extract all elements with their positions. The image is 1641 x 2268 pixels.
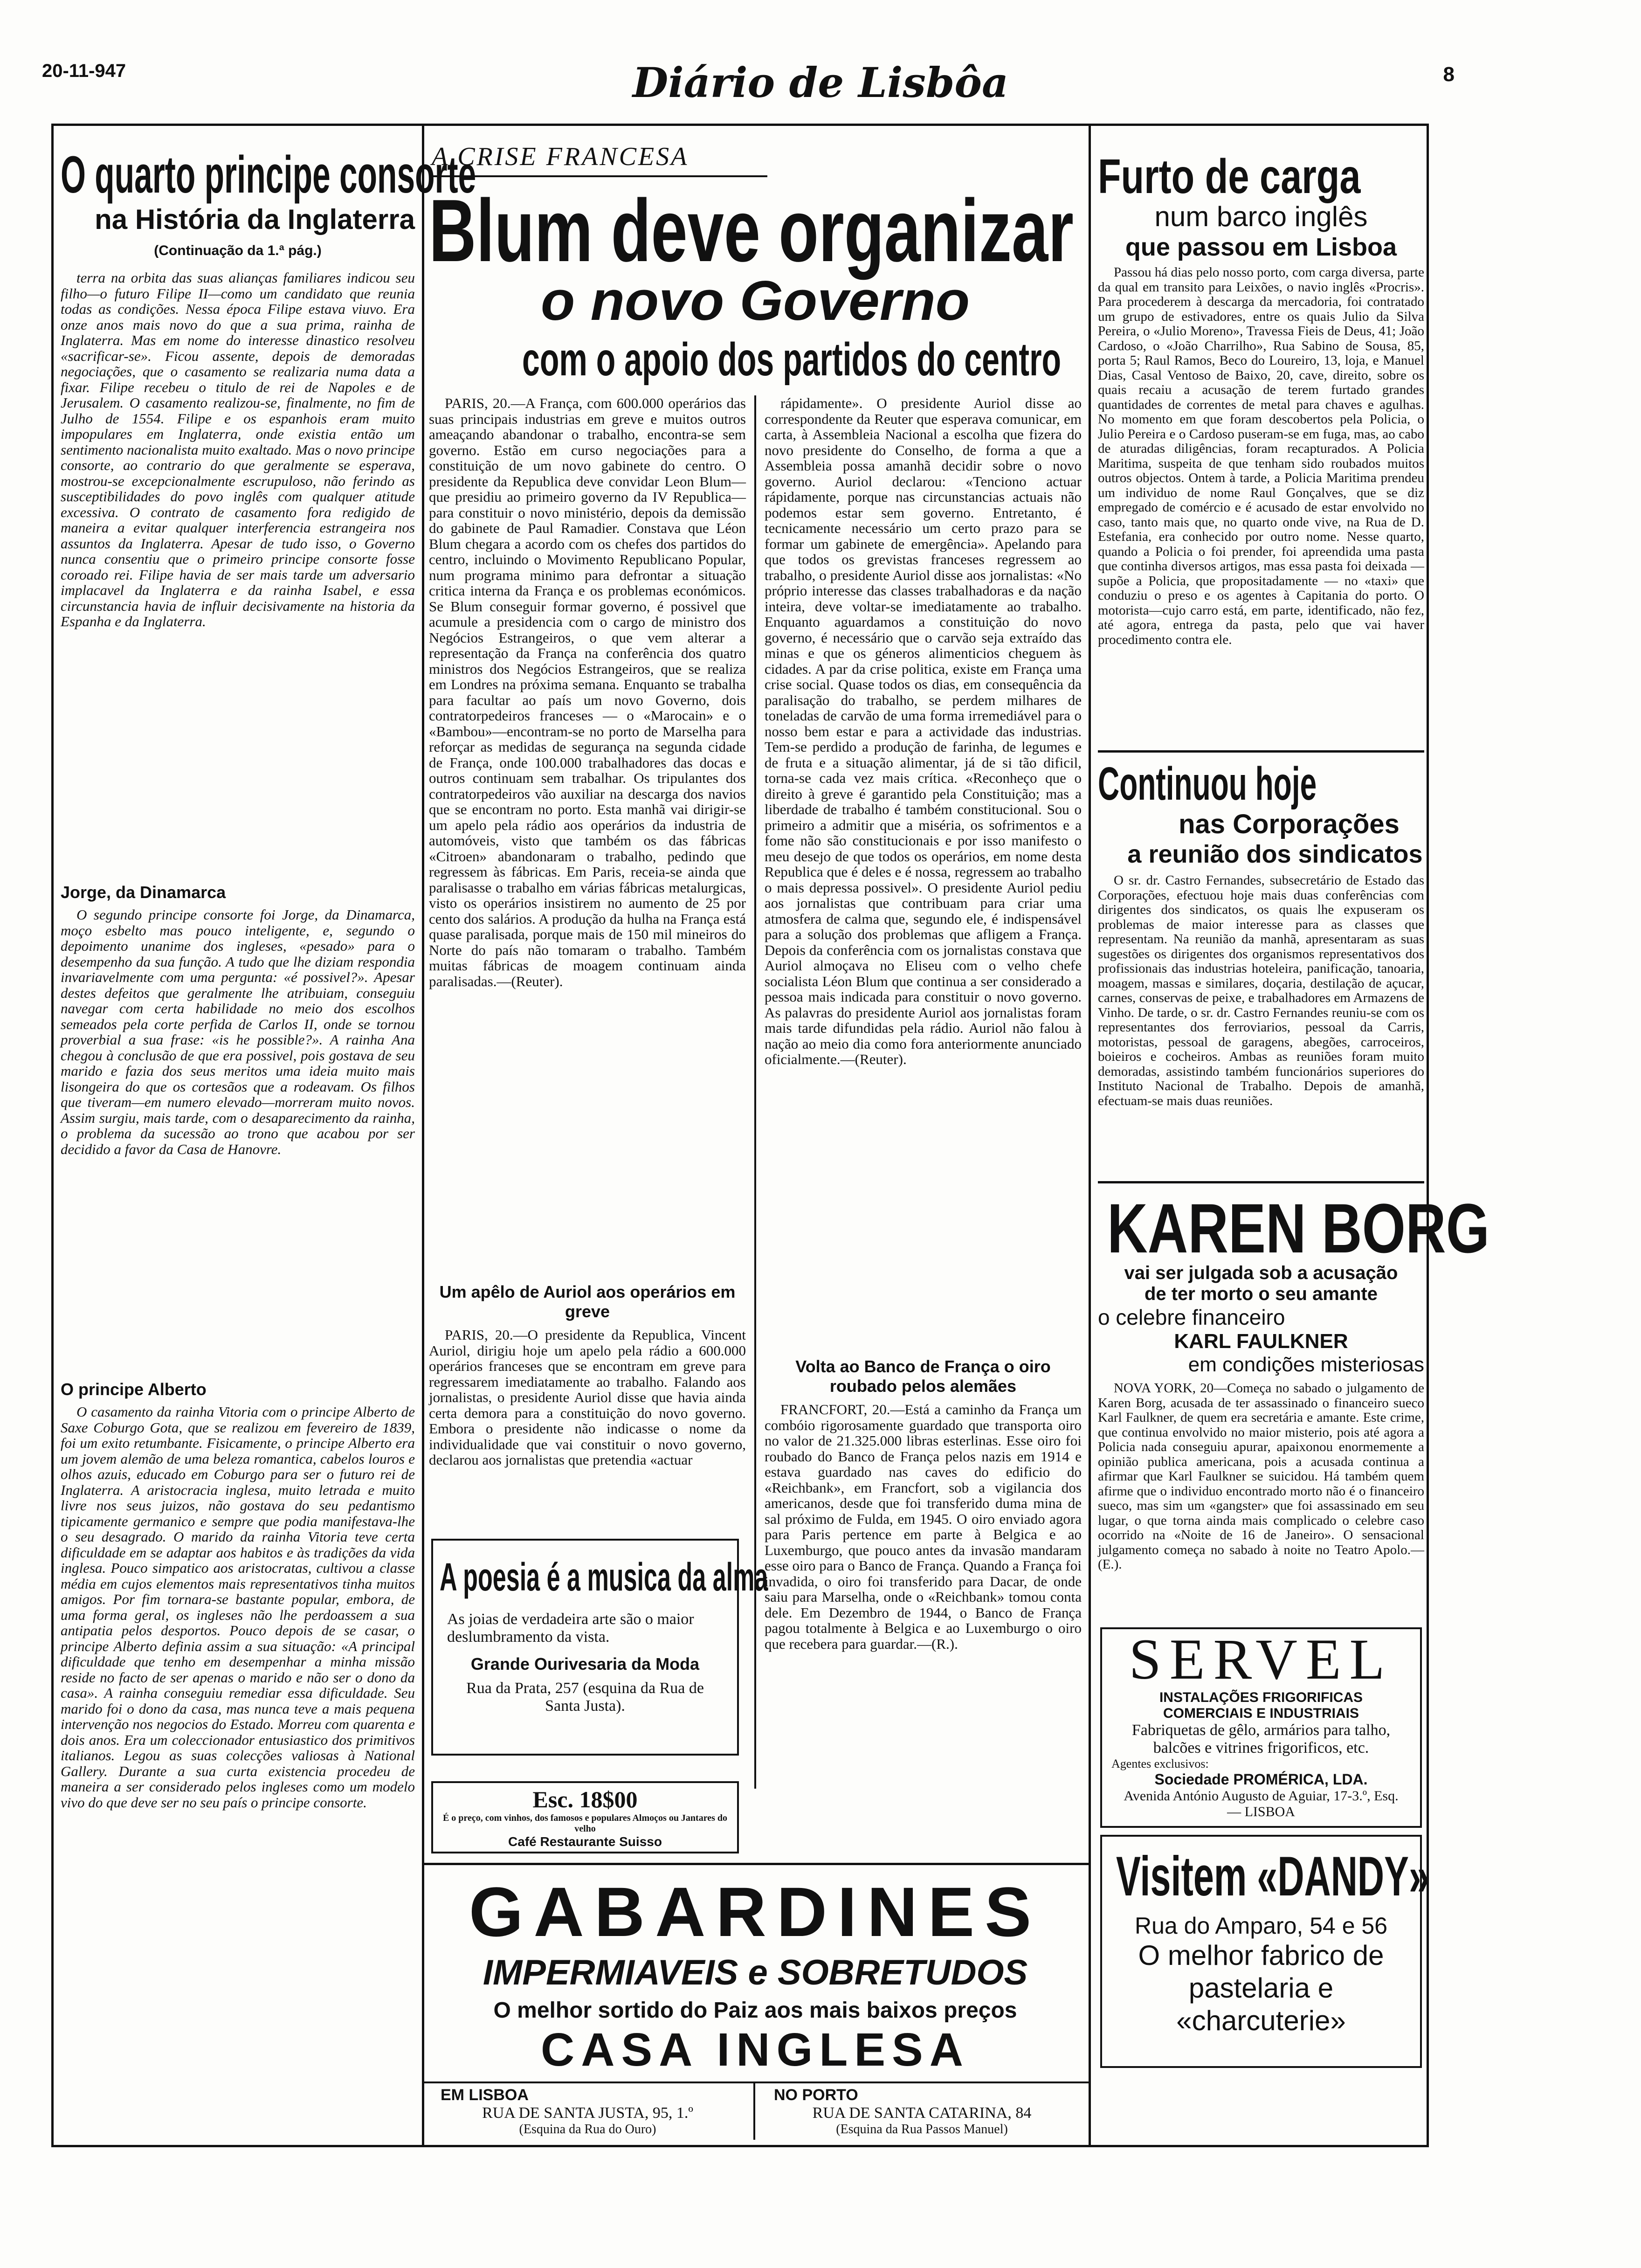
karen-headline: KAREN BORG [1107,1189,1490,1267]
newspaper-title: Diário de Lisbôa [632,58,1009,107]
porto-label: NO PORTO [774,2086,858,2104]
col1-subhead-alberto: O principe Alberto [61,1380,207,1399]
col1-subheadline: na História da Inglaterra [95,204,415,235]
porto-corner: (Esquina da Rua Passos Manuel) [836,2122,1008,2137]
esc-shop: Café Restaurante Suisso [508,1834,662,1849]
dandy-title: Visitem «DANDY» [1116,1845,1430,1908]
page-number: 8 [1443,63,1455,86]
servel-title: SERVEL [1129,1627,1393,1691]
ad-cafe-suisso [431,1781,739,1853]
gabardines-shop: CASA INGLESA [541,2024,970,2076]
servel-line-2: COMERCIAIS E INDUSTRIAIS [1163,1706,1359,1721]
col1-headline: O quarto principe consorte [61,145,476,204]
poesia-address: Rua da Prata, 257 (esquina da Rua de Santa Justa). [466,1680,704,1715]
poesia-shop: Grande Ourivesaria da Moda [470,1654,700,1673]
furto-headline: Furto de carga [1098,150,1361,204]
col1-body-3: O casamento da rainha Vitoria com o principe Alberto de Saxe Coburgo Gota, que se realizou em fevereiro de 1839, foi um exito retumbante. Fisicamente, o principe Alberto era um jovem alemão de uma beleza romantica, cabelos louros e olhos azuis, educado em Coburgo para ser o futuro rei de Inglaterra. A aristocracia inglesa, muito letrada e muito livre nos seus juizos, não gostava do seu pedantismo tipicamente germanico e sempre que podia manifestava-lhe o seu desagrado. O marido da rainha Vitoria teve certa dificuldade em se adaptar aos habitos e às tradições da vida inglesa. Pouco simpatico aos aristocratas, cultivou a classe média em cujos elementos mais representativos tinha muitos amigos. Por fim tornara-se bastante popular, embora, de uma forma geral, os ingleses não lhe perdoassem a sua antipatia pelos desportos. Pouco depois de se casar, o principe Alberto definia assim a sua situação: «A principal dificuldade que tenho em desempenhar a minha missão reside no facto de ser apenas o marido e não ser o dono da casa». A rainha conseguiu remediar essa dificuldade. Seu marido foi o dono da casa, mas nunca teve a mais pequena intervenção nos negocios do Estado. Morreu com quarenta e dois anos. Era um coleccionador entusiastico dos primitivos italianos. Legou as suas colecções valiosas à National Gallery. Durante a sua curta existencia procedeu de maneira a ser considerado pelos ingleses como um modelo vivo do que deve ser no seu país o principe consorte. [61,1404,415,1811]
lisboa-label: EM LISBOA [441,2086,529,2104]
dandy-address: Rua do Amparo, 54 e 56 [1134,1913,1388,1939]
column-rule-3 [1089,124,1091,2147]
col-b-text: rápidamente». O presidente Auriol disse ao correspondente da Reuter que esperava comunicar, em carta, à Assembleia Nacional a escolha que fizera do novo presidente do Conselho, de forma a que a Assembleia possa amanhã decidir sobre o novo governo. Auriol declarou: «Tenciono actuar rápidamente, porque nas circunstancias actuais não podemos estar sem governo. Entretanto, é tecnicamente necessário um certo prazo para se formar um gabinete de emergência». Apelando para que todos os grevistas franceses regressem ao trabalho, o presidente Auriol disse aos jornalistas: «No próprio interesse das classes trabalhadoras e da nação inteira, deve voltar-se imediatamente ao trabalho. Enquanto aguardamos a constituição do novo governo, é necessário que o carvão seja extraído das minas e que os géneros alimenticios cheguem às cidades. A par da crise politica, existe em França uma crise social. Quase todos os dias, em consequência da paralisação do trabalho, se perdem milhares de toneladas de carvão de uma forma irremediável para o nosso bem estar e para a actividade das industrias. Tem-se perdido a produção de farinha, de legumes e de fruta e a situação alimentar, já de si tão dificil, torna-se cada vez mais crítica. «Reconheço que o direito à greve é garantido pela Constituição; mas a liberdade de trabalho é também constitucional. Sou o primeiro a admitir que a miséria, os sofrimentos e a fome não são constitucionais e por isso manifesto o meu desejo de que todos os operários, em nome desta Republica que é deles e é nossa, regressem ao trabalho o mais depressa possivel». O presidente Auriol pediu aos jornalistas que contribuam para criar uma atmosfera de calma que, segundo ele, é indispensável para a solução dos problemas que afligem a França. Depois da conferência com os jornalistas constava que Auriol almoçava no Eliseu com o velho chefe socialista Léon Blum que continua a ser considerado a pessoa mais indicada para constituir o novo governo. As palavras do presidente Auriol aos jornalistas foram mais tarde difundidas pela rádio. Auriol não falou à nação ao meio dia como fora anteriormente anunciado oficialmente.—(Reuter). [765,395,1082,1067]
servel-company: Sociedade PROMÉRICA, LDA. [1154,1771,1368,1788]
furto-sub: num barco inglês [1154,201,1368,232]
subhead-auriol: Um apêlo de Auriol aos operários em greve [439,1282,736,1321]
gabardines-porto [755,2083,1089,2140]
corporacoes-headline: Continuou hoje [1098,758,1317,810]
karen-sub-5: em condições misteriosas [1188,1353,1424,1376]
dandy-text: O melhor fabrico de pastelaria e «charcuterie» [1138,1940,1384,2036]
furto-body: Passou há dias pelo nosso porto, com carga diversa, parte da qual em transito para Leixões, o navio inglês «Procris». Para procederem à descarga da mercadoria, foi contratado um grupo de estivadores, entre os quais Julio da Silva Pereira, o «Julio Moreno», Travessa Fieis de Deus, 41; João Cardoso, o «João Charrilho», Rua Sabino de Sousa, 85, porta 5; Raul Ramos, Beco do Loureiro, 13, loja, e Manuel Dias, Casal Ventoso de Baixo, 20, cave, direito, sobre os quais recaiu a acusação de terem furtado grandes quantidades de correntes de metal para chaves e agulhas. No momento em que foram descobertos pela Policia, o Julio Pereira e o Cardoso puseram-se em fuga, mas, ao cabo de aturadas diligências, foram recapturados. A Policia Maritima, suspeita de que tenham sido roubados muitos outros objectos. Ontem à tarde, a Policia Maritima prendeu um individuo de nome Raul Gonçalves, que se diz empregado de comércio e é acusado de estar envolvido no caso, tanto mais que, no quarto onde vive, na Rua de D. Estefania, era conhecido por outro nome. Nesse quarto, quando a Policia o foi prender, foi apreendida uma pasta que continha diversos artigos, mas essa pasta foi deixada — supõe a Policia, que propositadamente — no «taxi» que conduziu o preso e os agentes à Capitania do porto. O motorista—cujo carro está, em parte, identificado, não fez, até agora, entrega da pasta, pelo que vai haver procedimento contra ele. [1098,265,1424,647]
center-col-b [756,395,1082,1789]
lisboa-address: RUA DE SANTA JUSTA, 95, 1.º [482,2104,693,2122]
porto-address: RUA DE SANTA CATARINA, 84 [812,2104,1032,2122]
servel-address: Avenida António Augusto de Aguiar, 17-3.º, Esq. — LISBOA [1124,1788,1399,1819]
furto-sub-2: que passou em Lisboa [1125,233,1397,261]
karen-sub: vai ser julgada sob a acusação [1124,1263,1398,1283]
col-a2-text: PARIS, 20.—O presidente da Republica, Vincent Auriol, dirigiu hoje um apelo pela rádio a 600.000 operários franceses que se encontram em greve para regressarem imediatamente ao trabalho. Falando aos jornalistas, o presidente Auriol disse que havia ainda certa demora para a constituição do novo governo. Embora o presidente não indicasse o nome da individualidade que vai constituir o novo governo, declarou aos jornalistas que pretendia «actuar [429,1327,746,1468]
esc-price: Esc. 18$00 [532,1786,638,1812]
karen-sub-4: KARL FAULKNER [1174,1330,1348,1353]
gabardines-sub: IMPERMIAVEIS e SOBRETUDOS [483,1953,1028,1992]
servel-text: Fabriquetas de gêlo, armários para talho, balcões e vitrines frigorificos, etc. [1131,1722,1391,1756]
col1-body-1: terra na orbita das suas alianças familiares indicou seu filho—o futuro Filipe II—como um candidato que reunia todas as condições. Nessa época Filipe estava viuvo. Era onze anos mais novo do que a sua prima, rainha de Inglaterra. Mas em nome do interesse dinastico resolveu «sacrificar-se». Ficou assente, depois de demoradas negociações, que o casamento se realizaria numa data a fixar. Filipe recebeu o titulo de rei de Napoles e de Jerusalem. O casamento realizou-se, finalmente, no fim de Julho de 1554. Filipe e os espanhois eram muito impopulares em Inglaterra, onde existia então um sentimento nacionalista muito exaltado. Mas o novo principe consorte, ao contrario do que geralmente se esperava, mostrou-se excepcionalmente escrupuloso, não ferindo as susceptibilidades do povo inglês com qualquer atitude excessiva. O contrato de casamento fora redigido de maneira a evitar qualquer interferencia estrangeira nos assuntos da Inglaterra. Apesar de tudo isso, o Governo nunca consentiu que o primeiro principe consorte fosse coroado rei. Filipe havia de ser mais tarde um adversario implacavel da Inglaterra e da rainha Isabel, e essa circunstancia havia de influir decisivamente na historia da Espanha e da Inglaterra. [61,270,415,629]
center-headline-2: o novo Governo [540,270,970,332]
ad-servel [1100,1627,1422,1828]
col-a-text: PARIS, 20.—A França, com 600.000 operários das suas principais industrias em greve e muitos outros ameaçando abandonar o trabalho, encontra-se sem governo. Estão em curso negociações para a constituição de um novo gabinete do centro. O presidente da Republica deve convidar Leon Blum—que presidiu ao primeiro governo da IV Republica—para constituir o novo ministério, depois da demissão do gabinete de Paul Ramadier. Constava que Léon Blum chegara a acordo com os chefes dos partidos do centro, incluindo o Movimento Republicano Popular, num programa minimo para defrontar a situação critica interna da França e os problemas económicos. Se Blum conseguir formar governo, é possivel que acumule a presidencia com o cargo de ministro dos Negócios Estrangeiros, o que vem alterar a representação da França na conferência dos quatro ministros dos Negócios Estrangeiros, que se realiza em Londres na próxima semana. Enquanto se trabalha para facultar ao país um novo Governo, dois contratorpedeiros franceses — o «Marocain» e o «Bambou»—encontram-se no porto de Marselha para reforçar as medidas de segurança na segunda cidade de França, onde 100.000 trabalhadores das docas e outros continuam sem trabalhar. Os tripulantes dos contratorpedeiros vão auxiliar na descarga dos navios que se encontram no porto. Esta manhã vai dirigir-se um apelo pela rádio aos operários da industria de automóveis, visto que também os das fábricas «Citroen» abandonaram o trabalho, pedindo que regressem às fábricas. Em Paris, receia-se ainda que paralisasse o trabalho em várias fábricas metalurgicas, visto os operários insistirem no aumento de 25 por cento dos salários. A produção da hulha na França está quase paralisada, porque mais de 150 mil mineiros do Norte do país não tomaram o trabalho. Também muitas fábricas de moagem continuam ainda paralisadas.—(Reuter). [429,395,746,989]
col1-body-2: O segundo principe consorte foi Jorge, da Dinamarca, moço esbelto mas pouco inteligente, e, segundo o depoimento unanime dos ingleses, «pesado» para o desempenho da sua função. A tudo que lhe diziam respondia invariavelmente com uma pergunta: «é possivel?». Apesar destes defeitos que geralmente lhe atribuiam, conseguiu navegar com certa habilidade no meio dos escolhos semeados pela corte perfida de Carlos II, onde se tornou proverbial a sua frase: «is he possible?». A rainha Ana chegou à conclusão de que era possivel, pois gostava de seu marido e fazia dos seus meritos uma ideia muito mais lisongeira do que os cortesãos que a rodeavam. Os filhos que tiveram—em numero elevado—morreram muito novos. Assim surgiu, mais tarde, com o desaparecimento da rainha, o problema da sucessão ao trono que acabou por ser decidido a favor da Casa de Hanovre. [61,906,415,1157]
center-headline-3: com o apoio dos partidos do centro [522,333,1062,386]
column-1 [61,135,476,2140]
karen-sub-2: de ter morto o seu amante [1144,1284,1378,1304]
ad-dandy [1100,1835,1430,2068]
poesia-text: As joias de verdadeira arte são o maior deslumbramento da vista. [447,1611,694,1646]
servel-line-1: INSTALAÇÕES FRIGORIFICAS [1159,1690,1363,1705]
lisboa-corner: (Esquina da Rua do Ouro) [519,2122,656,2137]
corporacoes-sub-2: a reunião dos sindicatos [1127,840,1423,868]
gabardines-title: GABARDINES [469,1873,1042,1951]
karen-body: NOVA YORK, 20—Começa no sabado o julgamento de Karen Borg, acusada de ter assassinado o financeiro sueco Karl Faulkner, de quem era secretária e amante. Este crime, que continua envolvido no maior misterio, pois até agora a Policia nada conseguiu apurar, apaixonou enormemente a opinião publica americana, pois a acusada continua a afirmar que Karl Faulkner se suicidou. Há também quem afirme que o individuo encontrado morto não é o financeiro sueco, mas sim um «gangster» que foi assassinado em seu lugar, o que torna ainda mais complicado o celebre caso ocorrido na «Noite de 16 de Janeiro». O sensacional julgamento começa no sabado à noite no Teatro Apolo.—(E.). [1098,1381,1424,1572]
ad-poesia [431,1539,768,1756]
corporacoes-body: O sr. dr. Castro Fernandes, subsecretário de Estado das Corporações, efectuou hoje mais duas conferências com dirigentes dos sindicatos, os quais lhe expuseram os problemas de maior interesse para as classes que representam. Na reunião da manhã, apresentaram as suas sugestões os dirigentes dos organismos representativos dos profissionais das industrias hoteleira, panificação, tanoaria, moagem, massas e similares, doçaria, destilação de açucar, carnes, conservas de peixe, e trabalhadores em Armazens de Vinho. De tarde, o sr. dr. Castro Fernandes reuniu-se com os representantes dos ferroviarios, pessoal da Carris, motoristas, pessoal de garagens, abegões, carroceiros, boieiros e cocheiros. Ambas as reuniões foram muito demoradas, assistindo também funcionários superiores do Instituto Nacional de Trabalho. Depois de amanhã, efectuam-se mais duas reuniões. [1098,873,1424,1108]
center-headline: Blum deve organizar [429,181,1074,280]
subhead-banco-franca: Volta ao Banco de França o oiro roubado pelos alemães [795,1357,1051,1396]
gabardines-lisboa [422,2083,755,2140]
col1-continuation: (Continuação da 1.ª pág.) [154,243,322,258]
poesia-title: A poesia é a musica da alma [440,1555,768,1599]
kicker: A CRISE FRANCESA [429,135,767,177]
esc-text: É o preço, com vinhos, dos famosos e populares Almoços ou Jantares do velho [442,1813,728,1834]
corporacoes-sub: nas Corporações [1179,809,1400,839]
ad-gabardines [422,1863,1089,2147]
issue-date: 20-11-947 [42,61,126,81]
col1-subhead-jorge: Jorge, da Dinamarca [61,883,226,902]
karen-sub-3: o celebre financeiro [1098,1305,1285,1329]
column-rule-1 [422,124,424,2147]
column-4 [1098,135,1490,1604]
gabardines-line: O melhor sortido do Paiz aos mais baixos preços [493,1998,1017,2023]
servel-agents: Agentes exclusivos: [1111,1757,1209,1770]
col-b2-text: FRANCFORT, 20.—Está a caminho da França um combóio rigorosamente guardado que transporta oiro no valor de 21.325.000 libras esterlinas. Esse oiro foi roubado do Banco de França pelos nazis em 1914 e estava guardado nas caves do edificio do «Reichbank», em Francfort, sob a vigilancia dos americanos, desde que foi transferido duma mina de sal próximo de Fulda, em 1945. O oiro enviado agora para Paris pertence em parte à Belgica e ao Luxemburgo, que pouco antes da invasão mandaram esse oiro para o Banco de França. Quando a França foi invadida, o oiro foi transferido para Dacar, de onde saiu para Marselha, onde o «Reichbank» tomou conta dele. Em Dezembro de 1944, o Banco de França pagou totalmente à Belgica e ao Luxemburgo o oiro que recebera para guardar.—(R.). [765,1401,1082,1652]
